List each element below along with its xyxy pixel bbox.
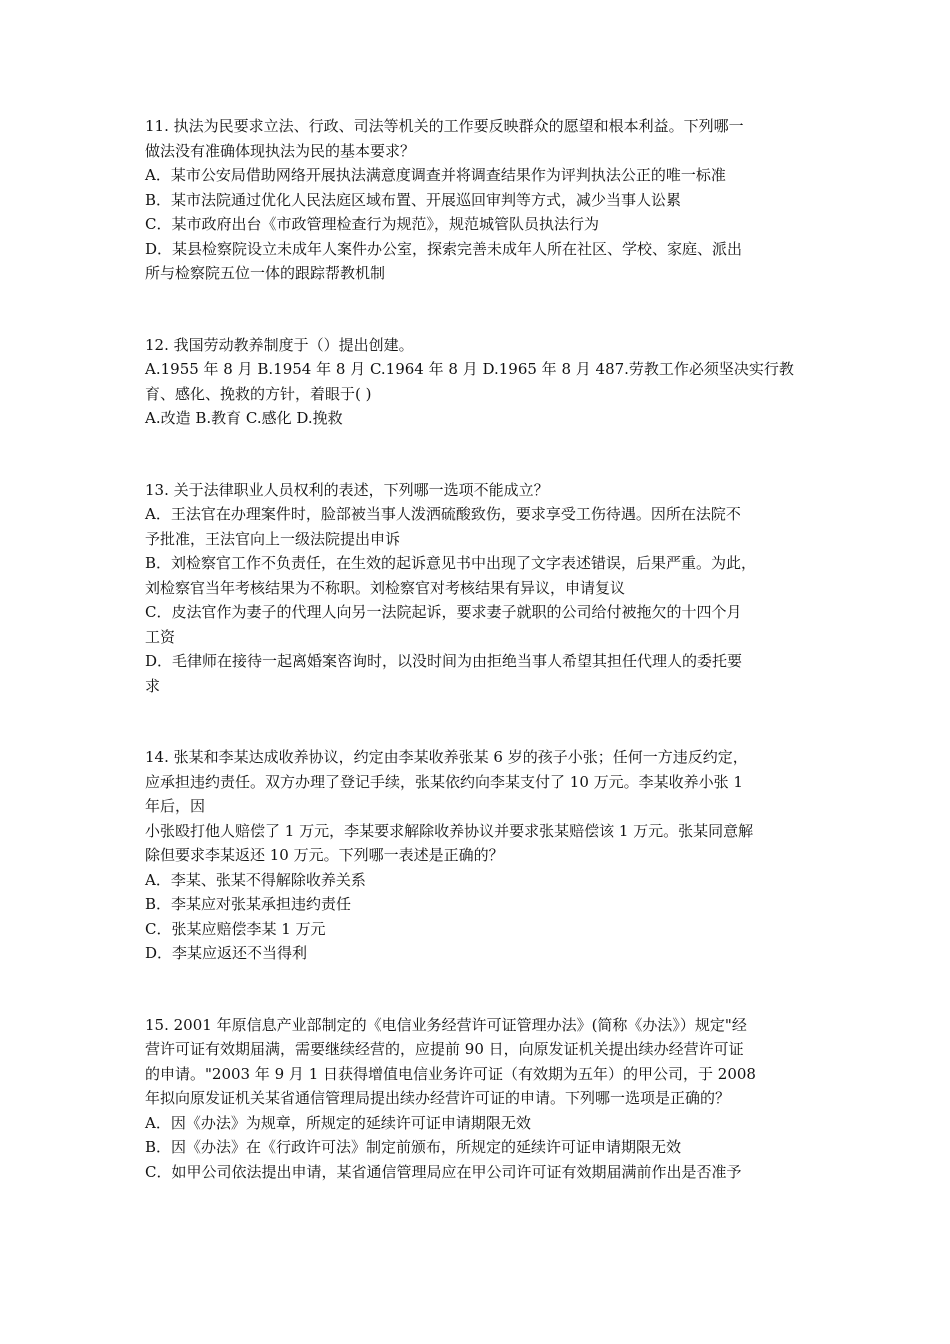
question-11-option-d: D．某县检察院设立未成年人案件办公室，探索完善未成年人所在社区、学校、家庭、派出 <box>145 239 743 258</box>
question-11-line: 11. 执法为民要求立法、行政、司法等机关的工作要反映群众的愿望和根本利益。下列哪一 <box>145 117 744 135</box>
question-15-line: 的申请。"2003 年 9 月 1 日获得增值电信业务许可证（有效期为五年）的甲公司，于 2008 <box>145 1064 756 1083</box>
question-15-option-a: A．因《办法》为规章，所规定的延续许可证申请期限无效 <box>145 1113 531 1132</box>
question-13-option-b: B．刘检察官工作不负责任，在生效的起诉意见书中出现了文字表述错误，后果严重。为此， <box>145 554 757 572</box>
question-14-option-b: B．李某应对张某承担违约责任 <box>145 895 352 913</box>
question-15-option-c: C．如甲公司依法提出申请，某省通信管理局应在甲公司许可证有效期届满前作出是否准予 <box>145 1162 742 1181</box>
question-14-line: 年后，因 <box>145 797 206 815</box>
question-14 <box>145 745 810 966</box>
question-14-option-d: D．李某应返还不当得利 <box>145 944 308 962</box>
question-11-option-d-cont: 所与检察院五位一体的跟踪帮教机制 <box>145 264 386 282</box>
question-12 <box>145 333 810 431</box>
question-11 <box>145 114 810 286</box>
question-12-options: A.改造 B.教育 C.感化 D.挽救 <box>145 409 343 427</box>
question-14-option-a: A．李某、张某不得解除收养关系 <box>145 870 366 889</box>
question-13-option-d-cont: 求 <box>145 676 161 695</box>
question-13-option-a: A．王法官在办理案件时，脸部被当事人泼洒硫酸致伤，要求享受工伤待遇。因所在法院不 <box>145 505 741 523</box>
question-13-option-d: D．毛律师在接待一起离婚案咨询时，以没时间为由拒绝当事人希望其担任代理人的委托要 <box>145 652 743 670</box>
question-11-line: 做法没有准确体现执法为民的基本要求？ <box>145 141 416 160</box>
question-11-option-b: B．某市法院通过优化人民法庭区域布置、开展巡回审判等方式，减少当事人讼累 <box>145 190 682 209</box>
question-12-line: 育、感化、挽救的方针，着眼于( ) <box>145 384 372 403</box>
question-15-option-b: B．因《办法》在《行政许可法》制定前颁布，所规定的延续许可证申请期限无效 <box>145 1138 682 1156</box>
question-14-line: 14. 张某和李某达成收养协议，约定由李某收养张某 6 岁的孩子小张；任何一方违反约定， <box>145 748 748 766</box>
question-15 <box>145 1013 810 1185</box>
question-15-line: 年拟向原发证机关某省通信管理局提出续办经营许可证的申请。下列哪一选项是正确的？ <box>145 1089 731 1107</box>
question-15-line: 营许可证有效期届满，需要继续经营的，应提前 90 日，向原发证机关提出续办经营许可证 <box>145 1040 744 1058</box>
question-13 <box>145 478 810 699</box>
question-13-option-c: C．皮法官作为妻子的代理人向另一法院起诉，要求妻子就职的公司给付被拖欠的十四个月 <box>145 603 742 621</box>
question-15-line: 15. 2001 年原信息产业部制定的《电信业务经营许可证管理办法》(简称《办法》）规定"经 <box>145 1015 747 1034</box>
question-13-option-b-cont: 刘检察官当年考核结果为不称职。刘检察官对考核结果有异议，申请复议 <box>145 578 626 597</box>
question-11-option-c: C．某市政府出台《市政管理检查行为规范》，规范城管队员执法行为 <box>145 215 599 233</box>
question-11-option-a: A．某市公安局借助网络开展执法满意度调查并将调查结果作为评判执法公正的唯一标准 <box>145 166 726 184</box>
question-14-line: 除但要求李某返还 10 万元。下列哪一表述是正确的？ <box>145 846 504 864</box>
document-page <box>145 114 810 1184</box>
question-12-options: A.1955 年 8 月 B.1954 年 8 月 C.1964 年 8 月 D.1965 年 8 月 487.劳教工作必须坚决实行教 <box>145 360 794 378</box>
question-13-option-c-cont: 工资 <box>145 627 176 646</box>
question-13-option-a-cont: 予批准，王法官向上一级法院提出申诉 <box>145 529 401 548</box>
question-13-line: 13. 关于法律职业人员权利的表述，下列哪一选项不能成立？ <box>145 480 549 499</box>
question-14-option-c: C．张某应赔偿李某 1 万元 <box>145 919 326 938</box>
question-14-line: 应承担违约责任。双方办理了登记手续，张某依约向李某支付了 10 万元。李某收养小张 1 <box>145 772 743 791</box>
question-12-line: 12. 我国劳动教养制度于（）提出创建。 <box>145 335 414 354</box>
question-14-line: 小张殴打他人赔偿了 1 万元，李某要求解除收养协议并要求张某赔偿该 1 万元。张某同意解 <box>145 821 754 840</box>
